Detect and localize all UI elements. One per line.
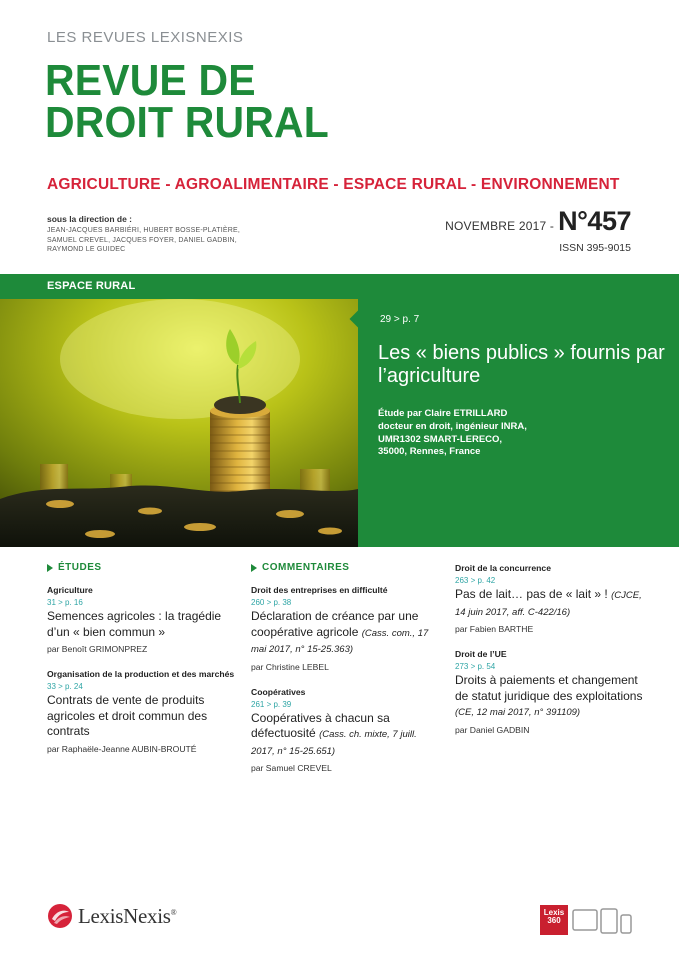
direction-label: sous la direction de : <box>47 214 133 224</box>
entry-rubric: Agriculture <box>47 585 93 595</box>
column-commentaires <box>251 562 441 788</box>
entry-author: par Benoît GRIMONPREZ <box>47 644 148 654</box>
entry-rubric: Droit des entreprises en difficulté <box>251 585 388 595</box>
column-heading <box>251 562 441 573</box>
badge-line: Lexis <box>543 908 565 917</box>
entry-ref: 273 > p. 54 <box>455 662 496 671</box>
entry-author: par Fabien BARTHE <box>455 624 534 634</box>
entry-rubric: Organisation de la production et des marchés <box>47 669 235 679</box>
section-label: ESPACE RURAL <box>47 280 136 292</box>
entry-author: par Christine LEBEL <box>251 661 329 672</box>
direction-names-line: SAMUEL CREVEL, JACQUES FOYER, DANIEL GADBIN, <box>47 236 237 244</box>
column-commentaires-continued <box>455 563 645 750</box>
entry-title <box>455 587 645 620</box>
feature-author <box>378 408 658 459</box>
column-heading <box>47 562 237 573</box>
section-tab <box>0 274 358 299</box>
triangle-bullet-icon <box>47 564 53 572</box>
entry-rubric: Coopératives <box>251 686 306 697</box>
feature-author-line: docteur en droit, ingénieur INRA, <box>378 420 527 432</box>
toc-entry <box>455 649 645 736</box>
entry-citation: (CE, 12 mai 2017, n° 391109) <box>455 707 581 718</box>
toc-entry <box>251 687 441 775</box>
entry-author: par Daniel GADBIN <box>455 724 530 735</box>
series-label: LES REVUES LEXISNEXIS <box>47 29 244 46</box>
direction-names-line: JEAN-JACQUES BARBIÉRI, HUBERT BOSSE-PLATIÈRE, <box>47 227 240 234</box>
coin-stack-sprout-image <box>0 299 358 547</box>
direction-names <box>47 226 247 255</box>
triangle-bullet-icon <box>251 564 257 572</box>
journal-subtitle: AGRICULTURE - AGROALIMENTAIRE - ESPACE RURAL - ENVIRONNEMENT <box>47 176 620 193</box>
issn: ISSN 395-9015 <box>559 242 631 254</box>
feature-ref: 29 > p. 7 <box>380 314 420 325</box>
column-etudes <box>47 562 237 769</box>
multi-device-icon <box>572 907 632 935</box>
registered-mark: ® <box>170 907 177 917</box>
badge-line: 360 <box>547 916 561 925</box>
journal-title <box>45 56 329 147</box>
feature-author-line: UMR1302 SMART-LERECO, <box>378 433 503 445</box>
entry-author: par Raphaële-Jeanne AUBIN-BROUTÉ <box>47 743 197 754</box>
journal-title-line1: REVUE DE <box>45 56 256 105</box>
entry-title <box>251 609 441 658</box>
entry-rubric: Droit de la concurrence <box>455 563 551 573</box>
feature-band <box>0 274 679 547</box>
entry-citation: (Cass. ch. mixte, 7 juill. 2017, n° 15-25.651) <box>251 729 417 757</box>
entry-ref: 31 > p. 16 <box>47 598 83 607</box>
entry-title <box>455 673 645 721</box>
journal-title-line2: DROIT RURAL <box>45 98 329 147</box>
direction-names-line: RAYMOND LE GUIDEC <box>47 246 126 253</box>
lexisnexis-emblem-icon <box>47 903 73 929</box>
entry-title-text: Déclaration de créance par une coopérative agricole <box>251 609 419 639</box>
issue-date: NOVEMBRE 2017 - <box>445 219 555 233</box>
entry-citation: (Cass. com., 17 mai 2017, n° 15-25.363) <box>251 627 429 655</box>
feature-author-line: 35000, Rennes, France <box>378 446 481 458</box>
toc-entry <box>47 669 237 755</box>
entry-title: Semences agricoles : la tragédie d’un « bien commun » <box>47 609 222 639</box>
entry-title <box>251 711 441 760</box>
column-heading-label: COMMENTAIRES <box>262 562 350 573</box>
feature-title: Les « biens publics » fournis par l’agriculture <box>378 342 665 387</box>
publisher-name <box>78 904 176 929</box>
entry-title: Contrats de vente de produits agricoles et droit commun des contrats <box>47 693 208 738</box>
publisher-logo <box>47 903 176 929</box>
feature-author-line: Étude par Claire ETRILLARD <box>378 408 508 419</box>
entry-title-text: Pas de lait… pas de « lait » ! <box>455 587 608 601</box>
entry-ref: 263 > p. 42 <box>455 576 496 585</box>
toc-entry <box>47 585 237 655</box>
editorial-direction <box>47 214 247 255</box>
entry-ref: 33 > p. 24 <box>47 682 83 691</box>
entry-title-text: Coopératives à chacun sa défectuosité <box>251 710 390 740</box>
entry-author: par Samuel CREVEL <box>251 763 332 773</box>
publisher-name-text: LexisNexis <box>78 903 171 928</box>
devices-icon <box>572 907 632 940</box>
entry-ref: 261 > p. 39 <box>251 699 292 709</box>
toc-entry <box>455 563 645 635</box>
issue-info <box>445 206 631 237</box>
lexis360-badge <box>540 905 568 935</box>
entry-citation: (CJCE, 14 juin 2017, aff. C-422/16) <box>455 590 642 618</box>
column-heading-label: ÉTUDES <box>58 562 102 573</box>
issue-number: N°457 <box>558 206 631 236</box>
toc-entry <box>251 585 441 673</box>
cover-photo <box>0 299 358 547</box>
entry-title-text: Droits à paiements et changement de statut juridique des exploitations <box>455 673 643 703</box>
entry-ref: 260 > p. 38 <box>251 598 292 607</box>
entry-rubric: Droit de l’UE <box>455 649 507 659</box>
